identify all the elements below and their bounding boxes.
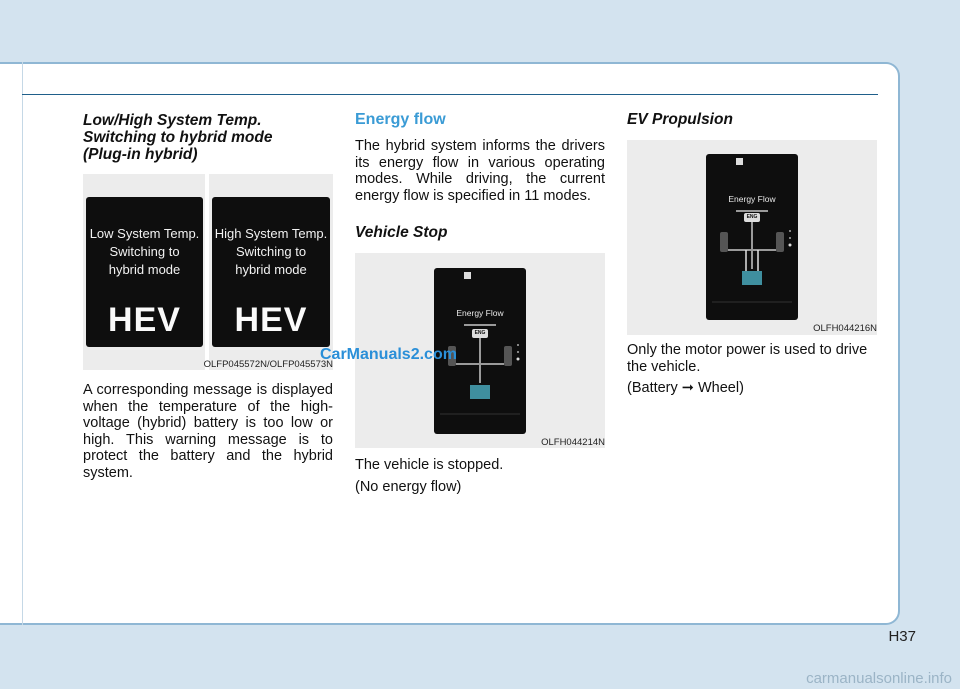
screen-low-temp	[86, 197, 203, 347]
low-temp-line-3: hybrid mode	[108, 262, 181, 277]
energy-flow-title-ev: Energy Flow	[728, 194, 776, 204]
screen-high-temp	[212, 197, 330, 347]
hev-badge-high: HEV	[234, 301, 308, 339]
figure-caption-2: OLFH044214N	[541, 437, 605, 448]
body-text-system-temp: A corresponding message is displayed when the temperature of the high-voltage (hybrid) battery is too low or high. This warning message is to protect the battery and the hybrid system.	[83, 382, 333, 481]
energy-flow-diagram-ev	[706, 154, 798, 320]
section-heading-energy-flow: Energy flow	[355, 111, 446, 128]
subheading-ev-propulsion: EV Propulsion	[627, 111, 733, 128]
battery-icon	[470, 385, 490, 399]
column-1-body	[83, 382, 333, 482]
margin-line	[22, 62, 23, 625]
low-temp-line-2: Switching to	[109, 244, 180, 259]
figure-ev-propulsion	[627, 140, 877, 335]
text-vehicle-stopped: The vehicle is stopped.	[355, 457, 504, 473]
page-number: H37	[888, 628, 916, 645]
wheel-front-right	[504, 346, 512, 366]
fuel-icon-ev	[736, 158, 743, 165]
column-2-body	[355, 457, 605, 496]
text-motor-power: Only the motor power is used to drive the vehicle.	[627, 342, 868, 375]
figure-caption-3: OLFH044216N	[813, 323, 877, 334]
figure-caption-1: OLFP045572N/OLFP045573N	[203, 359, 333, 370]
top-rule	[22, 94, 878, 95]
section-heading-system-temp	[83, 112, 333, 163]
text-battery-wheel: (Battery ➞ Wheel)	[627, 380, 744, 397]
eng-label-ev: ENG	[746, 214, 758, 220]
low-temp-line-1: Low System Temp.	[89, 226, 200, 241]
high-temp-line-1: High System Temp.	[214, 226, 328, 241]
energy-flow-title-stop: Energy Flow	[456, 308, 504, 318]
high-temp-line-2: Switching to	[235, 244, 307, 259]
battery-icon-ev	[742, 271, 762, 285]
column-3	[627, 111, 877, 128]
energy-flow-screen-ev	[706, 154, 798, 320]
heading-line-2: Switching to hybrid mode	[83, 129, 273, 146]
high-temp-message	[212, 225, 330, 279]
hev-badge-low: HEV	[108, 301, 181, 339]
low-temp-message	[86, 225, 203, 279]
high-temp-line-3: hybrid mode	[235, 262, 307, 277]
column-3-body	[627, 342, 879, 397]
eng-label-stop: ENG	[474, 330, 486, 336]
text-no-energy-flow: (No energy flow)	[355, 479, 462, 495]
figure-system-temp	[83, 174, 333, 370]
figure-divider	[205, 174, 209, 370]
body-text-energy-flow: The hybrid system informs the drivers its energy flow in various operating modes. While driving, the current energy flow is specified in 11 modes.	[355, 138, 605, 204]
column-2	[355, 111, 605, 241]
wheel-front-right-ev	[776, 232, 784, 252]
fuel-icon	[464, 272, 471, 279]
wheel-front-left-ev	[720, 232, 728, 252]
watermark-link[interactable]: CarManuals2.com	[320, 346, 457, 363]
heading-line-1: Low/High System Temp.	[83, 112, 262, 129]
heading-line-3: (Plug-in hybrid)	[83, 146, 198, 163]
footer-watermark[interactable]: carmanualsonline.info	[806, 670, 952, 687]
subheading-vehicle-stop: Vehicle Stop	[355, 224, 448, 242]
column-1	[83, 112, 333, 163]
